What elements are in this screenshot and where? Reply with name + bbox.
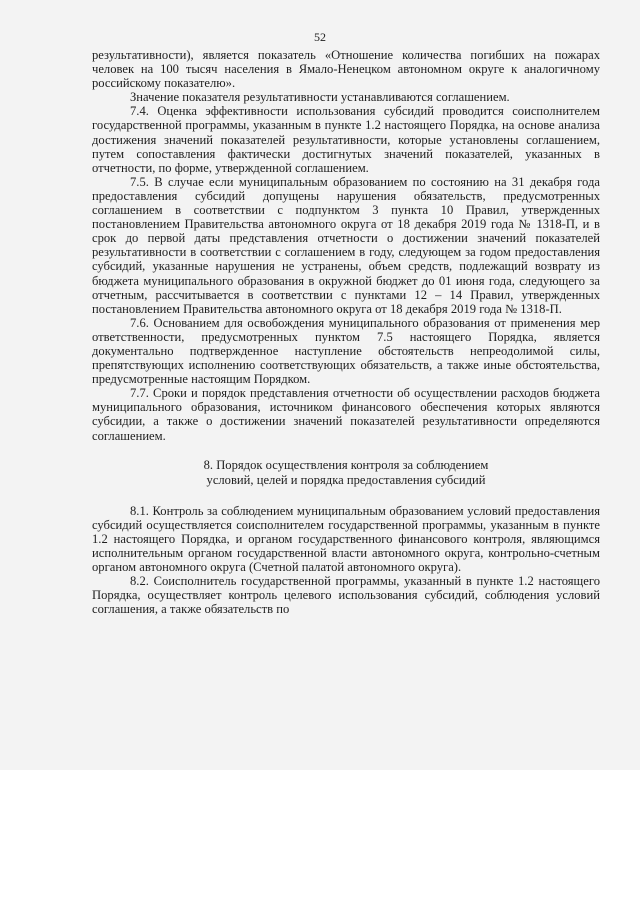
paragraph-7-5: 7.5. В случае если муниципальным образованием по состоянию на 31 декабря года предоставления субсидий допущены нарушения обязательств, предусмотренных соглашением в соответствии с подпунктом 3 пункта 10 Правил, утвержденных постановлением Правительства автономного округа от 18 декабря 2019 года № 1318-П, и в срок до первой даты представления отчетности о достижении значений показателей результативности в соответствии с соглашением в году, следующем за годом предоставления субсидий, указанные нарушения не устранены, объем средств, подлежащий возврату из бюджета муниципального образования в окружной бюджет до 01 июня года, следующего за отчетным, рассчитывается в соответствии с пунктами 12 – 14 Правил, утвержденных постановлением Правительства автономного округа от 18 декабря 2019 года № 1318-П. <box>92 174 600 316</box>
paragraph-indicator-value: Значение показателя результативности устанавливаются соглашением. <box>130 90 510 105</box>
paragraph-7-6: 7.6. Основанием для освобождения муниципального образования от применения мер ответственности, предусмотренных пунктом 7.5 настоящего Порядка, является документально подтвержденное наступление обстоятельств непреодолимой силы, препятствующих исполнению соответствующих обязательств, а также иные обстоятельства, предусмотренные настоящим Порядком. <box>92 315 600 387</box>
paragraph-7-7: 7.7. Сроки и порядок представления отчетности об осуществлении расходов бюджета муниципального образования, источником финансового обеспечения которых являются субсидии, а также о достижении значений показателей результативности определяются соглашением. <box>92 386 600 443</box>
section-8-heading <box>92 458 600 488</box>
paragraph-8-1: 8.1. Контроль за соблюдением муниципальным образованием условий предоставления субсидий осуществляется соисполнителем государственной программы, указанным в пункте 1.2 настоящего Порядка, и органом государственного финансового контроля, являющимся исполнительным органом государственной власти автономного округа, контрольно-счетным органом автономного округа (Счетной палатой автономного округа). <box>92 503 600 574</box>
paragraph-continuation: результативности), является показатель «Отношение количества погибших на пожарах человек на 100 тысяч населения в Ямало-Ненецком автономном округе к аналогичному российскому показателю». <box>92 48 600 91</box>
section-8-heading-line-2: условий, целей и порядка предоставления субсидий <box>206 472 486 487</box>
page-number: 52 <box>314 30 326 44</box>
paragraph-8-2: 8.2. Соисполнитель государственной программы, указанный в пункте 1.2 настоящего Порядка, осуществляет контроль целевого использования субсидий, соблюдения условий соглашения, а также обязательств по <box>92 574 600 617</box>
section-8-heading-line-1: 8. Порядок осуществления контроля за соблюдением <box>203 457 489 472</box>
document-body <box>92 48 600 616</box>
blank-area <box>0 770 640 905</box>
paragraph-7-4: 7.4. Оценка эффективности использования субсидий проводится соисполнителем государственной программы, указанным в пункте 1.2 настоящего Порядка, на основе анализа достижения значений показателей результативности, которые установлены соглашением, путем сопоставления фактически достигнутых значений показателей, указанных в отчетности, по форме, утвержденной соглашением. <box>92 104 600 175</box>
